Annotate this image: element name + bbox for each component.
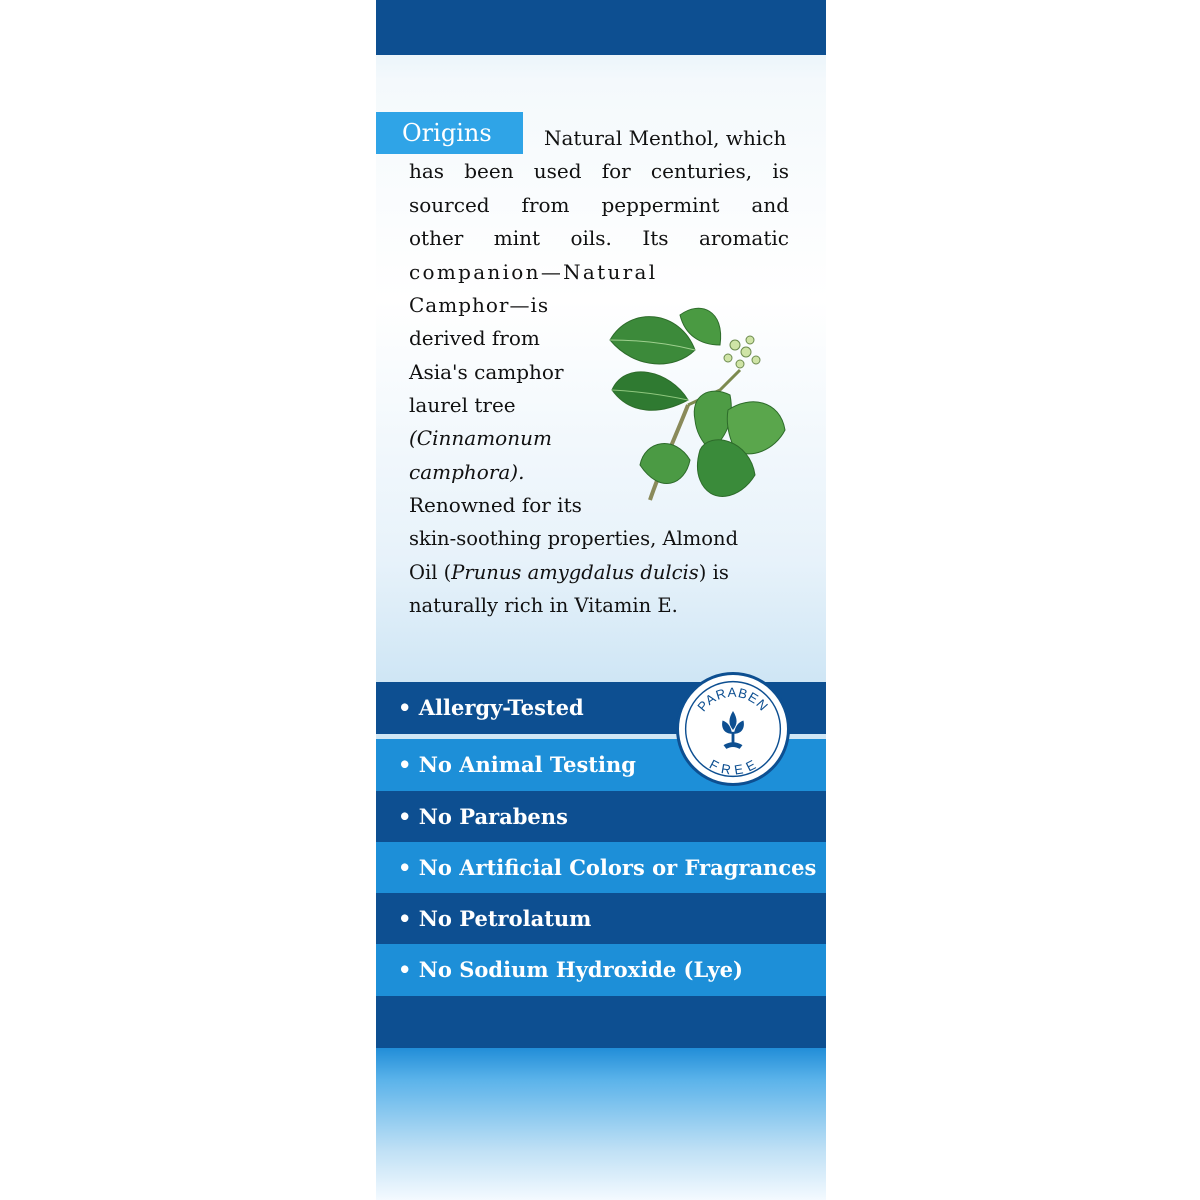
origins-line-7: derived from xyxy=(409,326,540,350)
top-bar xyxy=(376,0,826,55)
origins-line-4: other mint oils. Its aromatic xyxy=(409,226,789,250)
badge-plant-icon xyxy=(722,711,744,749)
paraben-free-badge xyxy=(676,672,790,786)
origins-line-9: laurel tree xyxy=(409,393,516,417)
mint-leaf-illustration xyxy=(600,300,790,515)
origins-line-12: Renowned for its xyxy=(409,493,582,517)
origins-line-15: naturally rich in Vitamin E. xyxy=(409,594,678,617)
origins-line-13: skin-soothing properties, Almond xyxy=(409,527,739,550)
origins-line-6: Camphor—is xyxy=(409,293,550,317)
origins-line-10: (Cinnamonum xyxy=(409,426,552,450)
badge-bottom-text: FREE xyxy=(706,756,759,778)
origins-line-1: Natural Menthol, which xyxy=(544,126,787,150)
product-panel xyxy=(376,0,826,1200)
svg-text:FREE xyxy=(707,757,759,778)
origins-line-11: camphora). xyxy=(409,460,525,484)
feature-item-no-sodium-hydroxide: • No Sodium Hydroxide (Lye) xyxy=(376,944,826,996)
latin-name-almond: Prunus amygdalus dulcis xyxy=(451,561,699,584)
feature-item-no-parabens: • No Parabens xyxy=(376,791,826,843)
feature-item-no-artificial-colors: • No Artificial Colors or Fragrances xyxy=(376,842,826,894)
origins-line-8: Asia's camphor xyxy=(409,360,564,384)
origins-tag: Origins xyxy=(376,112,523,154)
feature-item-no-animal-testing: • No Animal Testing xyxy=(376,739,826,791)
feature-spacer-band xyxy=(376,996,826,1048)
origins-line-3: sourced from peppermint and xyxy=(409,193,789,217)
feature-item-allergy-tested: • Allergy-Tested xyxy=(376,682,826,734)
badge-top-text: PARABEN xyxy=(694,684,772,715)
origins-line-5: companion—Natural xyxy=(409,260,658,284)
feature-item-no-petrolatum: • No Petrolatum xyxy=(376,893,826,945)
origins-line-2: has been used for centuries, is xyxy=(409,159,789,183)
origins-line-14: Oil (Prunus amygdalus dulcis) is xyxy=(409,561,729,584)
